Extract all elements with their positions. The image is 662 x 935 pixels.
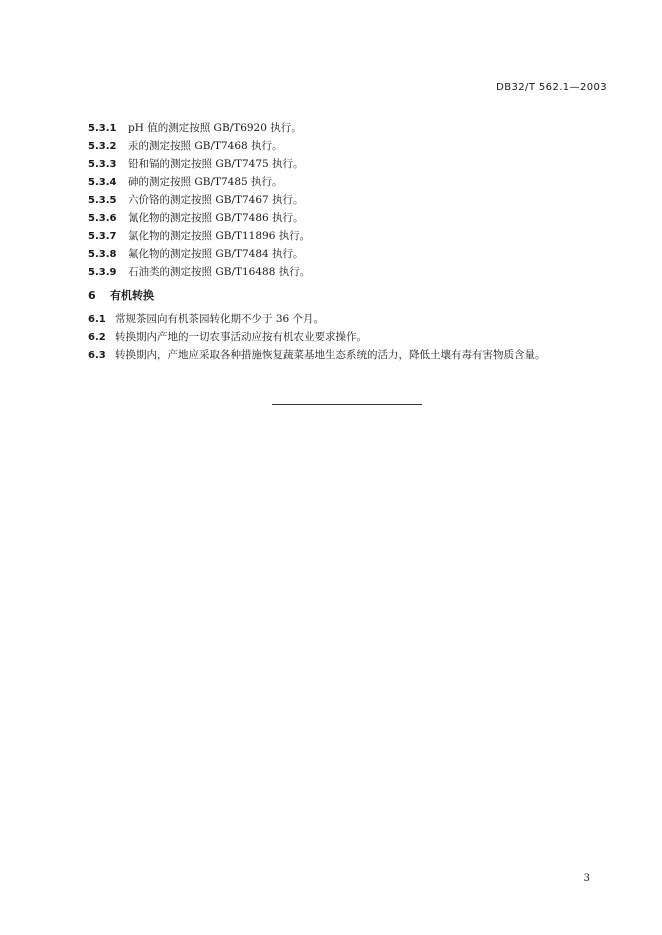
clause-number: 6.2 [88,332,106,343]
clause-number: 5.3.6 [88,213,117,224]
section-heading [88,287,154,303]
clause-text: 六价铬的测定按照 GB/T7467 执行。 [128,194,304,206]
clause-text: 铅和镉的测定按照 GB/T7475 执行。 [128,158,304,170]
clause-number: 5.3.2 [88,141,117,152]
clause-text: 氰化物的测定按照 GB/T7486 执行。 [128,212,304,224]
clause-number: 5.3.1 [88,123,117,134]
clause-number: 5.3.4 [88,177,117,188]
clause-5-3-1 [88,121,302,136]
clause-5-3-8 [88,247,304,262]
clause-5-3-2 [88,139,283,154]
standard-number: DB32/T 562.1—2003 [496,82,607,93]
clause-number: 5.3.9 [88,267,117,278]
clause-text: 氟化物的测定按照 GB/T7484 执行。 [128,248,304,260]
end-of-text-rule [272,404,422,405]
section-number: 6 [88,289,96,302]
clause-number: 6.1 [88,314,106,325]
clause-5-3-9 [88,265,310,280]
clause-6-1 [88,312,324,327]
clause-6-3 [88,348,546,363]
clause-5-3-4 [88,175,283,190]
clause-text: 砷的测定按照 GB/T7485 执行。 [128,176,283,188]
clause-text: 转换期内，产地应采取各种措施恢复蔬菜基地生态系统的活力，降低土壤有毒有害物质含量。 [115,349,546,361]
clause-number: 6.3 [88,350,106,361]
clause-text: pH 值的测定按照 GB/T6920 执行。 [128,122,302,134]
clause-5-3-6 [88,211,304,226]
clause-5-3-5 [88,193,304,208]
clause-number: 5.3.7 [88,231,117,242]
clause-text: 转换期内产地的一切农事活动应按有机农业要求操作。 [115,331,367,343]
clause-6-2 [88,330,367,345]
clause-number: 5.3.8 [88,249,117,260]
section-title: 有机转换 [110,289,154,302]
clause-text: 汞的测定按照 GB/T7468 执行。 [128,140,283,152]
clause-number: 5.3.3 [88,159,117,170]
clause-text: 氯化物的测定按照 GB/T11896 执行。 [128,230,311,242]
clause-text: 常规茶园向有机茶园转化期不少于 36 个月。 [115,313,325,325]
page-number: 3 [583,873,590,884]
clause-5-3-3 [88,157,304,172]
clause-number: 5.3.5 [88,195,117,206]
clause-text: 石油类的测定按照 GB/T16488 执行。 [128,266,311,278]
clause-5-3-7 [88,229,310,244]
